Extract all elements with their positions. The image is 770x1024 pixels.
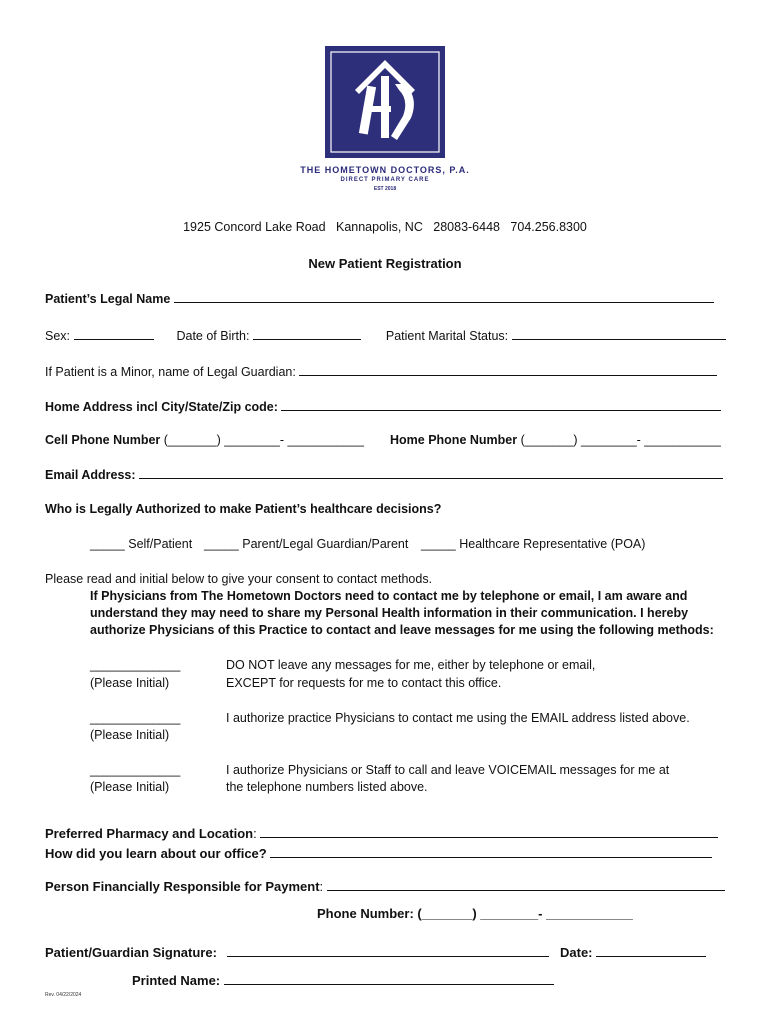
consent-3-line-1: I authorize Physicians or Staff to call and leave VOICEMAIL messages for me at <box>226 763 670 777</box>
initial-label-2: (Please Initial) <box>90 728 170 742</box>
authorized-question: Who is Legally Authorized to make Patient’s healthcare decisions? <box>45 502 442 516</box>
cell-phone-field[interactable]: (_______) ________- ___________ <box>163 433 364 447</box>
date-label: Date: <box>560 945 593 960</box>
home-phone-row <box>390 432 721 448</box>
signature-label: Patient/Guardian Signature: <box>45 945 217 960</box>
signature-row <box>45 944 549 961</box>
date-row <box>560 944 706 961</box>
email-label: Email Address: <box>45 468 136 482</box>
consent-3-line-2: the telephone numbers listed above. <box>226 780 428 794</box>
financial-row: Person Financially Responsible for Payment: <box>45 878 725 895</box>
printed-name-label: Printed Name: <box>132 973 221 988</box>
tagline: DIRECT PRIMARY CARE <box>340 177 430 183</box>
legal-name-field[interactable] <box>174 290 714 303</box>
consent-bold-2: understand they may need to share my Personal Health information in their communication. I hereby <box>90 606 689 620</box>
option-poa[interactable]: _____ Healthcare Representative (POA) <box>421 537 646 551</box>
dob-label: Date of Birth: <box>176 329 250 343</box>
home-address-field[interactable] <box>281 398 721 411</box>
financial-label: Person Financially Responsible for Payment <box>45 879 320 894</box>
cell-phone-row <box>45 432 364 448</box>
printed-name-row <box>132 972 554 989</box>
legal-name-label: Patient’s Legal Name <box>45 292 171 306</box>
sex-dob-row <box>45 327 726 344</box>
option-self[interactable]: _____ Self/Patient <box>90 537 193 551</box>
consent-intro: Please read and initial below to give your consent to contact methods. <box>45 572 433 586</box>
home-phone-label: Home Phone Number <box>390 433 518 447</box>
initial-field-1[interactable]: _____________ <box>90 658 181 672</box>
initial-field-2[interactable]: _____________ <box>90 711 181 725</box>
consent-bold-3: authorize Physicians of this Practice to contact and leave messages for me using the following methods: <box>90 623 714 637</box>
dob-field[interactable] <box>253 327 361 340</box>
financial-field[interactable] <box>327 878 725 891</box>
legal-name-row <box>45 290 714 307</box>
phone-number-field[interactable]: (_______) ________- ____________ <box>417 906 633 921</box>
sex-field[interactable] <box>74 327 154 340</box>
consent-1-line-2: EXCEPT for requests for me to contact this office. <box>226 676 502 690</box>
learn-row <box>45 845 712 862</box>
est-label: EST 2018 <box>373 186 397 192</box>
cell-phone-label: Cell Phone Number <box>45 433 161 447</box>
email-field[interactable] <box>139 466 723 479</box>
pharmacy-row: Preferred Pharmacy and Location: <box>45 825 718 842</box>
email-row <box>45 466 723 483</box>
practice-address: 1925 Concord Lake Road Kannapolis, NC 28083-6448 704.256.8300 <box>183 220 587 234</box>
home-address-label: Home Address incl City/State/Zip code: <box>45 400 278 414</box>
sex-label: Sex: <box>45 329 71 343</box>
phone-number-label: Phone Number: <box>317 906 414 921</box>
option-guardian[interactable]: _____ Parent/Legal Guardian/Parent <box>204 537 409 551</box>
guardian-row <box>45 363 717 380</box>
org-name: THE HOMETOWN DOCTORS, P.A. <box>300 165 470 175</box>
initial-label-3: (Please Initial) <box>90 780 170 794</box>
signature-field[interactable] <box>227 944 549 957</box>
home-phone-field[interactable]: (_______) ________- ___________ <box>520 433 721 447</box>
revision-note: Rev. 04/22/2024 <box>45 992 82 998</box>
initial-label-1: (Please Initial) <box>90 676 170 690</box>
initial-field-3[interactable]: _____________ <box>90 763 181 777</box>
home-address-row <box>45 398 721 415</box>
pharmacy-field[interactable] <box>260 825 718 838</box>
form-title: New Patient Registration <box>308 256 462 271</box>
phone-number-row <box>317 906 633 922</box>
learn-field[interactable] <box>270 845 712 858</box>
hometown-doctors-logo <box>325 46 445 158</box>
printed-name-field[interactable] <box>224 972 554 985</box>
guardian-label: If Patient is a Minor, name of Legal Guardian: <box>45 365 296 379</box>
consent-2-line-1: I authorize practice Physicians to contact me using the EMAIL address listed above. <box>226 711 690 725</box>
consent-bold-1: If Physicians from The Hometown Doctors need to contact me by telephone or email, I am aware and <box>90 589 688 603</box>
pharmacy-label: Preferred Pharmacy and Location <box>45 826 254 841</box>
date-field[interactable] <box>596 944 706 957</box>
marital-field[interactable] <box>512 327 726 340</box>
consent-1-line-1: DO NOT leave any messages for me, either by telephone or email, <box>226 658 596 672</box>
marital-label: Patient Marital Status: <box>385 329 509 343</box>
learn-label: How did you learn about our office? <box>45 846 267 861</box>
guardian-field[interactable] <box>299 363 717 376</box>
